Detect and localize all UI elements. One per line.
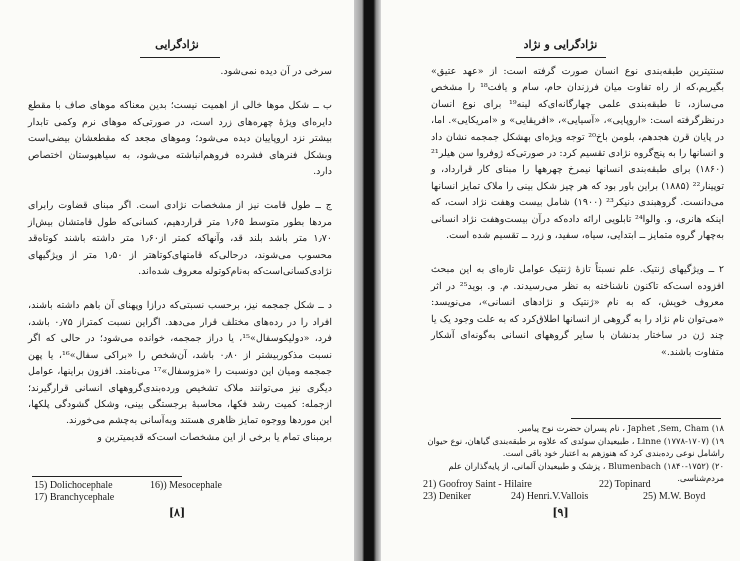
footnote-19: ۱۹) Linne (۱۷۷۸-۱۷۰۷) ، طبیعیدان سوئدی که علاوه بر طبقه‌بندی گیاهان، نوع حیوان راشامل نوعی رده‌بندی کرد که هنوزهم به اعتبار خود باقی است. [427, 435, 724, 459]
right-page-header: نژادگرایی و نژاد [523, 38, 598, 51]
left-footnote-rule [32, 476, 182, 477]
footnote-23: 23) Deniker [423, 491, 472, 502]
right-footnotes-rtl [419, 422, 724, 485]
right-page [381, 0, 740, 561]
right-page-number: [۹] [552, 506, 569, 519]
left-paragraph-hair: ب ــ شکل موها خالی از اهمیت نیست؛ بدین معناکه موهای صاف با مقطع دایره‌ای ویژهٔ چهره‌های زرد است، در صورتی‌که موهای نرم وکمی تابدار بیشتر نزد اروپاییان دیده می‌شود؛ وموهای مجعد که مقطعشان بیضی‌است وبشکل فنرهای فشرده فروهم‌انباشته می‌شود، به سیاهپوستان اختصاص دارد. [28, 100, 332, 178]
footnote-17: 17) Branchycephale [34, 492, 115, 503]
book-gutter [354, 0, 381, 561]
left-page-number: [۸] [168, 506, 186, 519]
footnote-16: 16)) Mesocephale [150, 480, 222, 491]
footnote-22: 22) Topinard [599, 479, 651, 490]
footnote-15: 15) Dolichocephale [34, 480, 113, 491]
right-body [431, 64, 724, 361]
right-paragraph-1: سنتیترین طبقه‌بندی نوع انسان صورت گرفته است: از «عهد عتیق» بگیریم،که از راه تفاوت میان فرزندان حام، سام و یافت¹⁸ را مشخص می‌سازد، تا طبقه‌بندی علمی چهارگانه‌ای‌که لینه¹⁹ برای نوع انسان درنظرگرفته است: «اروپایی»، «آسیایی»، «افریقایی» و «امریکایی». اما، در پایان قرن هجدهم، بلومن باخ²⁰ توجه ویژه‌ای بهشکل جمجمه نشان داد و انسانها را به پنج‌گروه نژادی تقسیم کرد: در صورتی‌که ژوفروا سن هیلر²¹ (۱۸۶۰) برای طبقه‌بندی انسانها نیمرخ چهرهها را مبنای کار قرارداد، و توپینار²² (۱۸۸۵) براین باور بود که هر چیز شکل بینی را ملاک تمایز انسانها می‌دانست. گروهبندی دنیکر²³ (۱۹۰۰) شامل بیست وهفت نژاد است، که اینکه هانری، و. والوا²⁴ تابلویی ارائه داده‌که درآن بیست‌وهفت نژاد انسانی به‌چهار گروه متمایز ــ ابتدایی، سیاه، سفید، و زرد ــ تقسیم شده است. [431, 66, 725, 242]
footnote-24: 24) Henri.V.Vallois [511, 491, 589, 502]
left-paragraph-height: ج ــ طول قامت نیز از مشخصات نژادی است. اگر مبنای قضاوت رابرای مردها بطور متوسط ۱٫۶۵ متر قراردهیم، کسانی‌که طول قامتشان بیش‌از ۱٫۷۰ متر باشد بلند قد، وآنهاکه کمتر از۱٫۶۰ متر داشته باشند کوتاه‌قد محسوب می‌شوند، درحالی‌که قامتهای‌کوتاهتر از ۱٫۵۰ متر از ویژگیهای نژادی‌کسانی‌است‌که به‌نام‌کوتوله معروف شده‌اند. [28, 200, 332, 278]
right-header-rule [516, 57, 606, 58]
right-footnote-rule [571, 418, 721, 419]
left-paragraph-1: سرخی در آن دیده نمی‌شود. [220, 66, 332, 77]
left-page [0, 0, 354, 561]
right-paragraph-genetics: ۲ ــ ویژگیهای ژنتیک. علم نسبتاً تازهٔ ژنتیک عوامل تازه‌ای به این مبحث افزوده است‌که تاکنون ناشناخته به نظر می‌رسیدند. م. و. بوید²⁵ در اثر معروف خویش، که به نام «ژنتیک و نژادهای انسانی»، می‌نویسد: «می‌توان نام نژاد را به گروهی از انسانها اطلاق‌کرد که به علت وجود یک یا چند ژن در ساختار بدنشان با سایر گروههای انسانی به‌گونه‌ای آشکار متفاوت باشند.» [431, 264, 724, 358]
footnote-20: ۲۰) Blumenbach (۱۸۴۰-۱۷۵۲) ، پزشک و طبیعیدان آلمانی، از پایه‌گذاران علم مردم‌شناسی. [448, 460, 724, 484]
footnote-18: ۱۸) Japhet ,Sem, Cham ، نام پسران حضرت نوح پیامبر. [517, 423, 724, 433]
left-header-rule [140, 57, 220, 58]
footnote-21: 21) Goofroy Saint - Hilaire [423, 479, 532, 490]
left-body [28, 64, 332, 446]
footnote-25: 25) M.W. Boyd [643, 491, 706, 502]
left-paragraph-skull: د ــ شکل جمجمه نیز، برحسب نسبتی‌که درازا وپهنای آن باهم داشته باشند، افراد را در رده‌های مختلف قرار می‌دهد. اگراین نسبت کمتراز ۰٫۷۵ باشد، فرد، «دولیکوسفال»¹⁵، یا دراز جمجمه، خوانده می‌شود؛ در حالی که اگر نسبت مذکوربیشتر از ۰٫۸۰ باشد، آن‌شخص را «براکی سفال»¹⁶، یا پهن جمجمه ومیان این دونسبت را «مزوسفال»¹⁷ می‌نامند. افزون براینها، عوامل دیگری نیز می‌توانند ملاک تشخیص ورده‌بندی‌گروههای انسانی قرارگیرند؛ ازجمله: کمیت رشد فکها، محاسبهٔ برجستگی بینی، وشکل گشودگی پلکها، این موردها ووجوه تمایز ظاهری هستند وبه‌آسانی به‌چشم می‌خورند. [28, 300, 333, 427]
left-paragraph-last: برمبنای تمام یا برخی از این مشخصات است‌که قدیمیترین و [97, 431, 332, 443]
left-page-header: نژادگرایی [155, 38, 199, 51]
